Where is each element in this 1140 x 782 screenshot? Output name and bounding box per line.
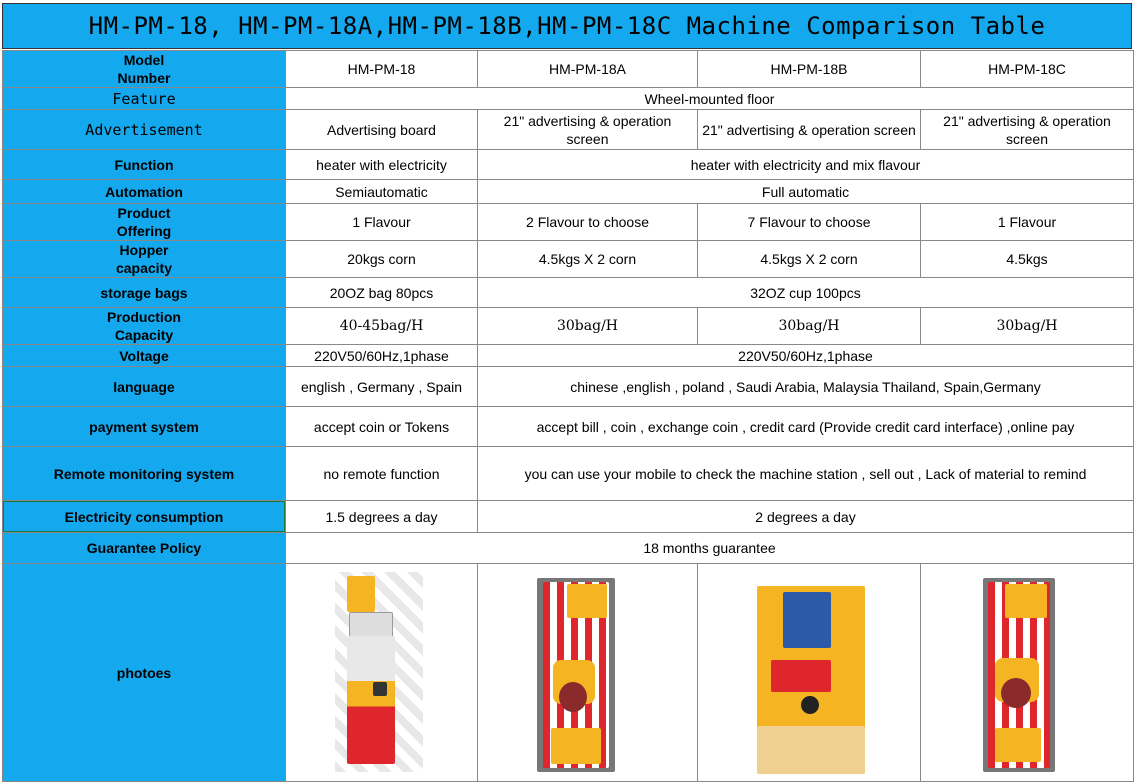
photo-hm-pm-18c: [921, 564, 1134, 782]
model-hm-pm-18a: HM-PM-18A: [478, 51, 698, 88]
photo-hm-pm-18: [286, 564, 478, 782]
label-guarantee: Guarantee Policy: [3, 533, 286, 564]
row-function: [3, 150, 1134, 180]
comparison-table: [2, 50, 1134, 782]
row-automation: [3, 180, 1134, 204]
hopper-hm-pm-18c: 4.5kgs: [921, 241, 1134, 278]
row-production: [3, 308, 1134, 345]
advertisement-hm-pm-18: Advertising board: [286, 110, 478, 150]
language-hm-pm-18: english , Germany , Spain: [286, 367, 478, 407]
table-title: HM-PM-18, HM-PM-18A,HM-PM-18B,HM-PM-18C Machine Comparison Table: [2, 3, 1132, 49]
advertisement-hm-pm-18a: 21" advertising & operation screen: [478, 110, 698, 150]
label-photos: photoes: [3, 564, 286, 782]
label-language: language: [3, 367, 286, 407]
row-hopper: [3, 241, 1134, 278]
electricity-others: 2 degrees a day: [478, 501, 1134, 533]
offering-hm-pm-18c: 1 Flavour: [921, 204, 1134, 241]
offering-hm-pm-18a: 2 Flavour to choose: [478, 204, 698, 241]
label-automation: Automation: [3, 180, 286, 204]
voltage-hm-pm-18: 220V50/60Hz,1phase: [286, 345, 478, 367]
label-feature: Feature: [3, 88, 286, 110]
row-advertisement: [3, 110, 1134, 150]
model-hm-pm-18: HM-PM-18: [286, 51, 478, 88]
machine-image-hm-pm-18a: [537, 578, 615, 772]
function-others: heater with electricity and mix flavour: [478, 150, 1134, 180]
hopper-hm-pm-18a: 4.5kgs X 2 corn: [478, 241, 698, 278]
offering-hm-pm-18: 1 Flavour: [286, 204, 478, 241]
storage-others: 32OZ cup 100pcs: [478, 278, 1134, 308]
label-advertisement: Advertisement: [3, 110, 286, 150]
payment-others: accept bill , coin , exchange coin , credit card (Provide credit card interface) ,online pay: [478, 407, 1134, 447]
automation-others: Full automatic: [478, 180, 1134, 204]
production-hm-pm-18: 40-45bag/H: [286, 308, 478, 345]
label-electricity: Electricity consumption: [3, 501, 286, 533]
production-hm-pm-18b: 30bag/H: [698, 308, 921, 345]
label-hopper: Hopper capacity: [3, 241, 286, 278]
language-others: chinese ,english , poland , Saudi Arabia, Malaysia Thailand, Spain,Germany: [478, 367, 1134, 407]
machine-image-hm-pm-18c: [983, 578, 1055, 772]
row-electricity: [3, 501, 1134, 533]
function-hm-pm-18: heater with electricity: [286, 150, 478, 180]
row-photos: [3, 564, 1134, 782]
automation-hm-pm-18: Semiautomatic: [286, 180, 478, 204]
production-hm-pm-18a: 30bag/H: [478, 308, 698, 345]
label-product-offering: Product Offering: [3, 204, 286, 241]
electricity-hm-pm-18: 1.5 degrees a day: [286, 501, 478, 533]
model-hm-pm-18c: HM-PM-18C: [921, 51, 1134, 88]
row-guarantee: [3, 533, 1134, 564]
label-remote: Remote monitoring system: [3, 447, 286, 501]
photo-hm-pm-18a: [478, 564, 698, 782]
row-product-offering: [3, 204, 1134, 241]
storage-hm-pm-18: 20OZ bag 80pcs: [286, 278, 478, 308]
advertisement-hm-pm-18c: 21" advertising & operation screen: [921, 110, 1134, 150]
hopper-hm-pm-18: 20kgs corn: [286, 241, 478, 278]
remote-hm-pm-18: no remote function: [286, 447, 478, 501]
machine-image-hm-pm-18: [335, 572, 423, 772]
row-language: [3, 367, 1134, 407]
payment-hm-pm-18: accept coin or Tokens: [286, 407, 478, 447]
label-payment: payment system: [3, 407, 286, 447]
photo-hm-pm-18b: [698, 564, 921, 782]
row-model: [3, 51, 1134, 88]
remote-others: you can use your mobile to check the machine station , sell out , Lack of material to remind: [478, 447, 1134, 501]
row-remote: [3, 447, 1134, 501]
advertisement-hm-pm-18b: 21" advertising & operation screen: [698, 110, 921, 150]
model-hm-pm-18b: HM-PM-18B: [698, 51, 921, 88]
row-storage: [3, 278, 1134, 308]
feature-value: Wheel-mounted floor: [286, 88, 1134, 110]
guarantee-value: 18 months guarantee: [286, 533, 1134, 564]
row-feature: [3, 88, 1134, 110]
label-function: Function: [3, 150, 286, 180]
hopper-hm-pm-18b: 4.5kgs X 2 corn: [698, 241, 921, 278]
label-voltage: Voltage: [3, 345, 286, 367]
offering-hm-pm-18b: 7 Flavour to choose: [698, 204, 921, 241]
row-voltage: [3, 345, 1134, 367]
production-hm-pm-18c: 30bag/H: [921, 308, 1134, 345]
label-model: Model Number: [3, 51, 286, 88]
label-production: Production Capacity: [3, 308, 286, 345]
label-storage: storage bags: [3, 278, 286, 308]
machine-image-hm-pm-18b: [757, 586, 865, 774]
voltage-others: 220V50/60Hz,1phase: [478, 345, 1134, 367]
row-payment: [3, 407, 1134, 447]
